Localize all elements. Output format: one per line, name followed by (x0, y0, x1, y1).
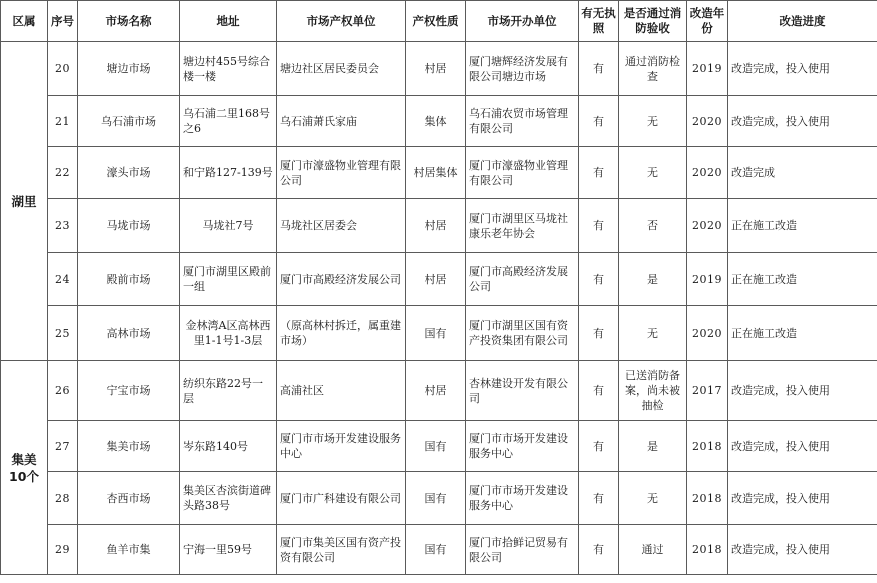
name-cell: 马垅市场 (78, 199, 180, 253)
name-cell: 乌石浦市场 (78, 96, 180, 147)
fire-cell: 通过消防检查 (619, 42, 687, 96)
header-property: 产权性质 (406, 1, 466, 42)
header-name: 市场名称 (78, 1, 180, 42)
owner-cell: 马垅社区居委会 (277, 199, 406, 253)
name-cell: 宁宝市场 (78, 361, 180, 421)
header-owner: 市场产权单位 (277, 1, 406, 42)
table-row (1, 147, 877, 199)
district-cell-jimei: 集美10个 (1, 361, 48, 575)
fire-cell: 无 (619, 147, 687, 199)
seq-cell: 26 (48, 361, 78, 421)
header-seq: 序号 (48, 1, 78, 42)
header-progress: 改造进度 (728, 1, 877, 42)
seq-cell: 24 (48, 253, 78, 306)
property-cell: 国有 (406, 421, 466, 472)
fire-cell: 无 (619, 472, 687, 525)
address-cell: 集美区杏滨街道碑头路38号 (180, 472, 277, 525)
seq-cell: 23 (48, 199, 78, 253)
progress-cell: 改造完成，投入使用 (728, 472, 877, 525)
seq-cell: 29 (48, 525, 78, 575)
property-cell: 村居 (406, 199, 466, 253)
header-license: 有无执照 (579, 1, 619, 42)
license-cell: 有 (579, 147, 619, 199)
property-cell: 村居 (406, 42, 466, 96)
license-cell: 有 (579, 199, 619, 253)
property-cell: 国有 (406, 472, 466, 525)
progress-cell: 正在施工改造 (728, 199, 877, 253)
property-cell: 村居 (406, 361, 466, 421)
fire-cell: 已送消防备案，尚未被抽检 (619, 361, 687, 421)
owner-cell: 厦门市市场开发建设服务中心 (277, 421, 406, 472)
header-row (1, 1, 877, 42)
table-row (1, 96, 877, 147)
owner-cell: （原高林村拆迁，属重建市场） (277, 306, 406, 361)
license-cell: 有 (579, 361, 619, 421)
address-cell: 和宁路127-139号 (180, 147, 277, 199)
progress-cell: 改造完成，投入使用 (728, 421, 877, 472)
address-cell: 乌石浦二里168号之6 (180, 96, 277, 147)
address-cell: 金林湾A区高林西里1-1号1-3层 (180, 306, 277, 361)
operator-cell: 厦门塘辉经济发展有限公司塘边市场 (466, 42, 579, 96)
operator-cell: 厦门市拾鲜记贸易有限公司 (466, 525, 579, 575)
name-cell: 塘边市场 (78, 42, 180, 96)
operator-cell: 厦门市湖里区国有资产投资集团有限公司 (466, 306, 579, 361)
table-row (1, 306, 877, 361)
license-cell: 有 (579, 525, 619, 575)
progress-cell: 改造完成 (728, 147, 877, 199)
table-row (1, 42, 877, 96)
year-cell: 2020 (687, 306, 728, 361)
address-cell: 马垅社7号 (180, 199, 277, 253)
name-cell: 鱼羊市集 (78, 525, 180, 575)
license-cell: 有 (579, 421, 619, 472)
seq-cell: 25 (48, 306, 78, 361)
owner-cell: 厦门市高殿经济发展公司 (277, 253, 406, 306)
year-cell: 2017 (687, 361, 728, 421)
license-cell: 有 (579, 306, 619, 361)
table-row (1, 253, 877, 306)
property-cell: 村居集体 (406, 147, 466, 199)
progress-cell: 改造完成，投入使用 (728, 361, 877, 421)
property-cell: 集体 (406, 96, 466, 147)
table-row (1, 472, 877, 525)
owner-cell: 厦门市濠盛物业管理有限公司 (277, 147, 406, 199)
license-cell: 有 (579, 96, 619, 147)
year-cell: 2019 (687, 253, 728, 306)
year-cell: 2020 (687, 199, 728, 253)
name-cell: 殿前市场 (78, 253, 180, 306)
license-cell: 有 (579, 472, 619, 525)
address-cell: 岑东路140号 (180, 421, 277, 472)
license-cell: 有 (579, 42, 619, 96)
progress-cell: 正在施工改造 (728, 306, 877, 361)
name-cell: 高林市场 (78, 306, 180, 361)
header-year: 改造年份 (687, 1, 728, 42)
progress-cell: 改造完成，投入使用 (728, 96, 877, 147)
table-row (1, 361, 877, 421)
seq-cell: 28 (48, 472, 78, 525)
license-cell: 有 (579, 253, 619, 306)
table-row (1, 525, 877, 575)
address-cell: 塘边村455号综合楼一楼 (180, 42, 277, 96)
fire-cell: 是 (619, 253, 687, 306)
seq-cell: 21 (48, 96, 78, 147)
property-cell: 村居 (406, 253, 466, 306)
fire-cell: 是 (619, 421, 687, 472)
owner-cell: 乌石浦萧氏家庙 (277, 96, 406, 147)
header-district: 区属 (1, 1, 48, 42)
fire-cell: 无 (619, 306, 687, 361)
owner-cell: 塘边社区居民委员会 (277, 42, 406, 96)
table-row (1, 421, 877, 472)
property-cell: 国有 (406, 525, 466, 575)
seq-cell: 27 (48, 421, 78, 472)
year-cell: 2018 (687, 472, 728, 525)
operator-cell: 厦门市濠盛物业管理有限公司 (466, 147, 579, 199)
header-operator: 市场开办单位 (466, 1, 579, 42)
operator-cell: 杏林建设开发有限公司 (466, 361, 579, 421)
year-cell: 2020 (687, 147, 728, 199)
name-cell: 集美市场 (78, 421, 180, 472)
name-cell: 濠头市场 (78, 147, 180, 199)
district-cell-huli: 湖里 (1, 42, 48, 361)
header-address: 地址 (180, 1, 277, 42)
address-cell: 厦门市湖里区殿前一组 (180, 253, 277, 306)
owner-cell: 厦门市集美区国有资产投资有限公司 (277, 525, 406, 575)
owner-cell: 高浦社区 (277, 361, 406, 421)
seq-cell: 20 (48, 42, 78, 96)
fire-cell: 否 (619, 199, 687, 253)
year-cell: 2018 (687, 421, 728, 472)
operator-cell: 厦门市湖里区马垅社康乐老年协会 (466, 199, 579, 253)
year-cell: 2018 (687, 525, 728, 575)
seq-cell: 22 (48, 147, 78, 199)
year-cell: 2020 (687, 96, 728, 147)
address-cell: 纺织东路22号一层 (180, 361, 277, 421)
progress-cell: 正在施工改造 (728, 253, 877, 306)
header-fire: 是否通过消防验收 (619, 1, 687, 42)
operator-cell: 厦门市市场开发建设服务中心 (466, 472, 579, 525)
fire-cell: 通过 (619, 525, 687, 575)
table-row (1, 199, 877, 253)
progress-cell: 改造完成，投入使用 (728, 42, 877, 96)
name-cell: 杏西市场 (78, 472, 180, 525)
address-cell: 宁海一里59号 (180, 525, 277, 575)
progress-cell: 改造完成，投入使用 (728, 525, 877, 575)
fire-cell: 无 (619, 96, 687, 147)
owner-cell: 厦门市广科建设有限公司 (277, 472, 406, 525)
operator-cell: 乌石浦农贸市场管理有限公司 (466, 96, 579, 147)
operator-cell: 厦门市市场开发建设服务中心 (466, 421, 579, 472)
property-cell: 国有 (406, 306, 466, 361)
year-cell: 2019 (687, 42, 728, 96)
operator-cell: 厦门市高殿经济发展公司 (466, 253, 579, 306)
